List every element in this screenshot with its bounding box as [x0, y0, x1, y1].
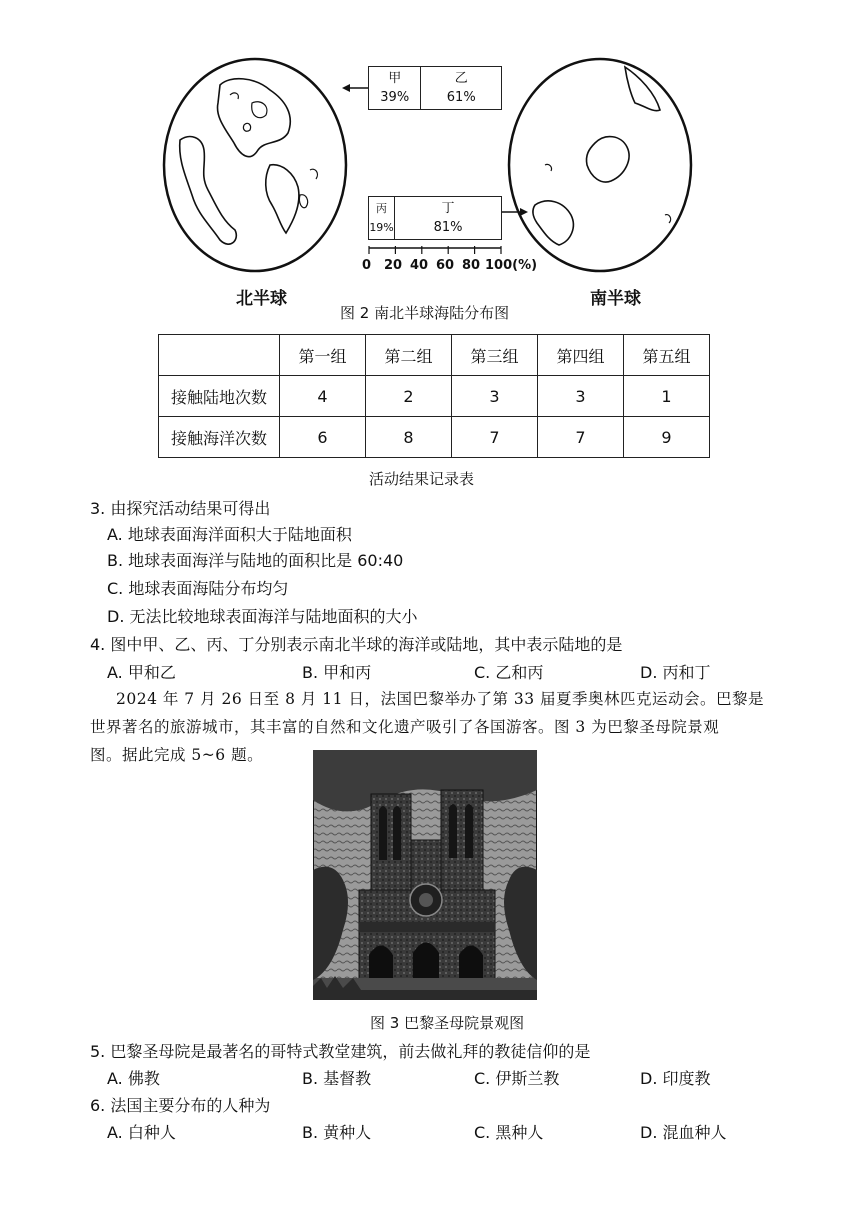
bar-segment-bing	[369, 197, 395, 239]
table-header-cell: 第一组	[280, 335, 366, 376]
table-cell: 9	[624, 417, 710, 458]
question-5-option-d: D. 印度教	[640, 1069, 711, 1088]
segment-pct: 61%	[446, 90, 476, 105]
passage-line-2: 世界著名的旅游城市，其丰富的自然和文化遗产吸引了各国游客。图 3 为巴黎圣母院景观	[90, 718, 720, 736]
table-header-cell: 第四组	[538, 335, 624, 376]
tick-label: 60	[436, 258, 455, 273]
question-4-option-b: B. 甲和丙	[302, 663, 372, 682]
table-row	[159, 376, 710, 417]
south-hemisphere-map	[505, 55, 695, 275]
segment-pct: 19%	[369, 221, 394, 234]
segment-pct: 81%	[433, 220, 463, 235]
table-cell: 6	[280, 417, 366, 458]
question-4-option-a: A. 甲和乙	[107, 663, 176, 682]
question-4-option-c: C. 乙和丙	[474, 663, 544, 682]
south-bar-chart	[368, 196, 502, 240]
table-header-cell: 第三组	[452, 335, 538, 376]
north-hemisphere-map	[160, 55, 350, 275]
question-6-option-b: B. 黄种人	[302, 1123, 372, 1142]
segment-pct: 39%	[380, 90, 410, 105]
question-6-option-d: D. 混血种人	[640, 1123, 727, 1142]
question-5-option-c: C. 伊斯兰教	[474, 1069, 560, 1088]
bar-segment-yi	[421, 67, 501, 109]
tick-label: 100(%)	[485, 258, 538, 273]
question-6-option-c: C. 黑种人	[474, 1123, 544, 1142]
table-cell: 3	[538, 376, 624, 417]
table-row	[159, 417, 710, 458]
table-cell: 4	[280, 376, 366, 417]
north-bar-chart	[368, 66, 502, 110]
figure-2-caption: 图 2 南北半球海陆分布图	[340, 304, 510, 322]
tick-label: 40	[410, 258, 429, 273]
bar-segment-ding	[395, 197, 501, 239]
question-4-stem: 4. 图中甲、乙、丙、丁分别表示南北半球的海洋或陆地，其中表示陆地的是	[90, 635, 623, 654]
table-header-cell	[159, 335, 280, 376]
south-hemisphere-label: 南半球	[590, 289, 641, 309]
question-3-option-b: B. 地球表面海洋与陆地的面积比是 60:40	[107, 551, 404, 570]
table-header-row	[159, 335, 710, 376]
row-label: 接触陆地次数	[159, 376, 280, 417]
table-header-cell: 第二组	[366, 335, 452, 376]
question-5-option-a: A. 佛教	[107, 1069, 160, 1088]
table-cell: 1	[624, 376, 710, 417]
segment-name: 丙	[376, 202, 388, 215]
notre-dame-photo	[313, 750, 537, 1000]
passage-line-1: 2024 年 7 月 26 日至 8 月 11 日，法国巴黎举办了第 33 届夏季奥林匹克运动会。巴黎是	[116, 690, 765, 708]
question-3-option-c: C. 地球表面海陆分布均匀	[107, 579, 289, 598]
question-5-stem: 5. 巴黎圣母院是最著名的哥特式教堂建筑，前去做礼拜的教徒信仰的是	[90, 1042, 591, 1061]
question-3-stem: 3. 由探究活动结果可得出	[90, 499, 271, 518]
table-cell: 7	[538, 417, 624, 458]
bar-segment-jia	[369, 67, 421, 109]
tick-label: 20	[384, 258, 403, 273]
table-caption: 活动结果记录表	[369, 470, 475, 488]
activity-results-table	[158, 334, 710, 458]
segment-name: 丁	[441, 201, 455, 216]
question-6-stem: 6. 法国主要分布的人种为	[90, 1096, 271, 1115]
axis-tick-labels	[362, 258, 542, 276]
table-cell: 7	[452, 417, 538, 458]
question-3-option-a: A. 地球表面海洋面积大于陆地面积	[107, 525, 352, 544]
table-cell: 8	[366, 417, 452, 458]
question-3-option-d: D. 无法比较地球表面海洋与陆地面积的大小	[107, 607, 418, 626]
north-hemisphere-label: 北半球	[236, 289, 287, 309]
question-4-option-d: D. 丙和丁	[640, 663, 711, 682]
table-cell: 2	[366, 376, 452, 417]
figure-3-caption: 图 3 巴黎圣母院景观图	[370, 1014, 525, 1032]
percent-axis	[368, 246, 502, 258]
question-6-option-a: A. 白种人	[107, 1123, 176, 1142]
row-label: 接触海洋次数	[159, 417, 280, 458]
segment-name: 甲	[388, 71, 402, 86]
figure-2	[0, 0, 867, 330]
tick-label: 80	[462, 258, 481, 273]
question-5-option-b: B. 基督教	[302, 1069, 372, 1088]
tick-label: 0	[362, 258, 372, 273]
segment-name: 乙	[454, 71, 468, 86]
table-cell: 3	[452, 376, 538, 417]
passage-line-3: 图。据此完成 5~6 题。	[90, 746, 264, 764]
table-header-cell: 第五组	[624, 335, 710, 376]
